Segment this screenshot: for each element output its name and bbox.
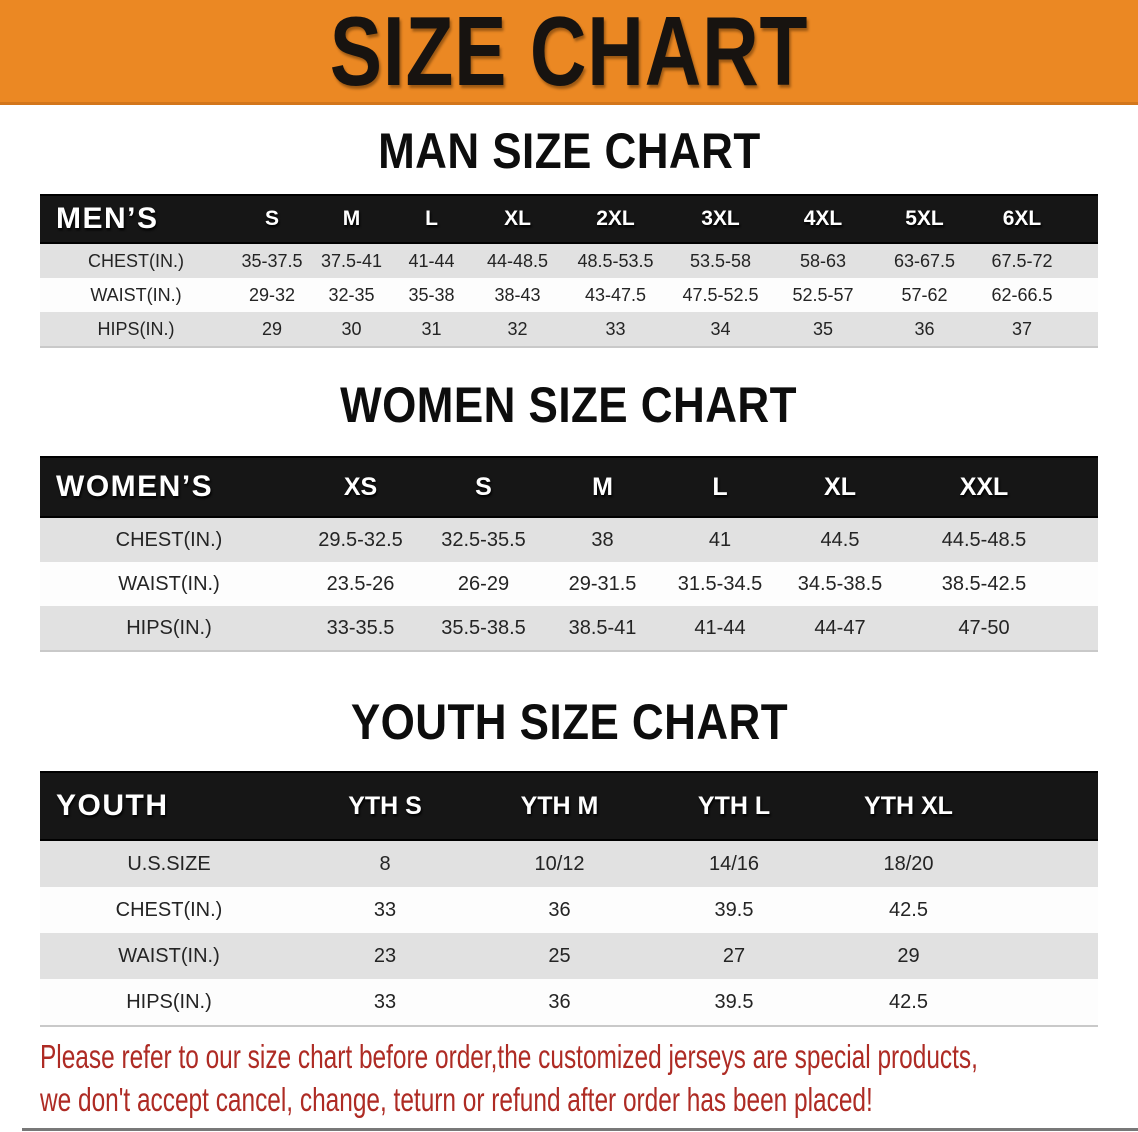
- size-value-cell: 29.5-32.5: [298, 517, 423, 562]
- spacer-cell: [1067, 457, 1098, 517]
- size-value-cell: 14/16: [647, 840, 821, 887]
- size-column-header: S: [232, 195, 312, 243]
- size-value-cell: 23.5-26: [298, 562, 423, 606]
- section-title-text: YOUTH SIZE CHART: [350, 694, 788, 750]
- size-value-cell: 29-31.5: [544, 562, 661, 606]
- size-column-header: L: [661, 457, 779, 517]
- size-value-cell: 26-29: [423, 562, 544, 606]
- size-value-cell: 35-37.5: [232, 243, 312, 278]
- row-label: HIPS(IN.): [40, 979, 298, 1026]
- size-column-header: YTH S: [298, 772, 472, 840]
- spacer-cell: [1068, 243, 1098, 278]
- section-title-text: WOMEN SIZE CHART: [340, 377, 798, 433]
- table-row: [40, 278, 1098, 312]
- size-value-cell: 29-32: [232, 278, 312, 312]
- size-value-cell: 35-38: [391, 278, 472, 312]
- size-value-cell: 31.5-34.5: [661, 562, 779, 606]
- size-value-cell: 38-43: [472, 278, 563, 312]
- table-header-label: MEN’S: [40, 195, 232, 243]
- spacer-cell: [996, 979, 1098, 1026]
- size-value-cell: 35.5-38.5: [423, 606, 544, 651]
- size-value-cell: 39.5: [647, 979, 821, 1026]
- size-value-cell: 44-48.5: [472, 243, 563, 278]
- size-value-cell: 38: [544, 517, 661, 562]
- row-label: U.S.SIZE: [40, 840, 298, 887]
- size-value-cell: 52.5-57: [773, 278, 873, 312]
- size-value-cell: 34.5-38.5: [779, 562, 901, 606]
- table-row: [40, 887, 1098, 933]
- man-section-title: [0, 123, 1138, 179]
- size-value-cell: 18/20: [821, 840, 996, 887]
- size-value-cell: 37.5-41: [312, 243, 391, 278]
- size-column-header: YTH L: [647, 772, 821, 840]
- size-chart-banner: [0, 0, 1138, 105]
- disclaimer-line-1: Please refer to our size chart before order,the customized jerseys are special products,: [40, 1038, 978, 1075]
- row-label: WAIST(IN.): [40, 933, 298, 979]
- spacer-cell: [1068, 312, 1098, 347]
- spacer-cell: [996, 887, 1098, 933]
- row-label: CHEST(IN.): [40, 517, 298, 562]
- size-value-cell: 58-63: [773, 243, 873, 278]
- size-column-header: 3XL: [668, 195, 773, 243]
- size-column-header: M: [312, 195, 391, 243]
- size-value-cell: 47-50: [901, 606, 1067, 651]
- size-value-cell: 36: [472, 887, 647, 933]
- size-value-cell: 33: [563, 312, 668, 347]
- size-value-cell: 42.5: [821, 887, 996, 933]
- size-value-cell: 41-44: [391, 243, 472, 278]
- women-section-title: [0, 377, 1138, 433]
- size-value-cell: 38.5-42.5: [901, 562, 1067, 606]
- spacer-cell: [1067, 562, 1098, 606]
- size-value-cell: 67.5-72: [976, 243, 1068, 278]
- size-value-cell: 32-35: [312, 278, 391, 312]
- table-row: [40, 933, 1098, 979]
- banner-title: SIZE CHART: [329, 0, 809, 106]
- table-row: [40, 312, 1098, 347]
- size-value-cell: 23: [298, 933, 472, 979]
- size-column-header: XL: [472, 195, 563, 243]
- size-value-cell: 33-35.5: [298, 606, 423, 651]
- size-column-header: YTH M: [472, 772, 647, 840]
- disclaimer-line-2: we don't accept cancel, change, teturn or refund after order has been placed!: [40, 1081, 873, 1118]
- size-value-cell: 57-62: [873, 278, 976, 312]
- size-value-cell: 10/12: [472, 840, 647, 887]
- youth-section-title: [0, 694, 1138, 750]
- size-value-cell: 44.5-48.5: [901, 517, 1067, 562]
- size-value-cell: 41-44: [661, 606, 779, 651]
- size-column-header: S: [423, 457, 544, 517]
- womens-size-table: [40, 456, 1098, 652]
- size-column-header: XXL: [901, 457, 1067, 517]
- size-value-cell: 25: [472, 933, 647, 979]
- table-row: [40, 517, 1098, 562]
- size-column-header: 4XL: [773, 195, 873, 243]
- size-column-header: XS: [298, 457, 423, 517]
- spacer-cell: [1067, 517, 1098, 562]
- size-value-cell: 62-66.5: [976, 278, 1068, 312]
- size-value-cell: 35: [773, 312, 873, 347]
- size-column-header: 5XL: [873, 195, 976, 243]
- table-header-label: WOMEN’S: [40, 457, 298, 517]
- size-column-header: 2XL: [563, 195, 668, 243]
- size-value-cell: 39.5: [647, 887, 821, 933]
- size-value-cell: 32: [472, 312, 563, 347]
- spacer-cell: [1068, 195, 1098, 243]
- spacer-cell: [996, 933, 1098, 979]
- size-value-cell: 36: [873, 312, 976, 347]
- size-value-cell: 41: [661, 517, 779, 562]
- size-column-header: M: [544, 457, 661, 517]
- table-header-row: [40, 457, 1098, 517]
- size-value-cell: 48.5-53.5: [563, 243, 668, 278]
- size-value-cell: 31: [391, 312, 472, 347]
- size-value-cell: 33: [298, 887, 472, 933]
- size-value-cell: 29: [821, 933, 996, 979]
- size-value-cell: 43-47.5: [563, 278, 668, 312]
- size-column-header: YTH XL: [821, 772, 996, 840]
- row-label: CHEST(IN.): [40, 887, 298, 933]
- spacer-cell: [1068, 278, 1098, 312]
- table-row: [40, 243, 1098, 278]
- size-value-cell: 8: [298, 840, 472, 887]
- spacer-cell: [996, 772, 1098, 840]
- size-value-cell: 53.5-58: [668, 243, 773, 278]
- size-column-header: XL: [779, 457, 901, 517]
- size-column-header: 6XL: [976, 195, 1068, 243]
- size-value-cell: 44-47: [779, 606, 901, 651]
- size-value-cell: 29: [232, 312, 312, 347]
- size-value-cell: 32.5-35.5: [423, 517, 544, 562]
- table-row: [40, 979, 1098, 1026]
- row-label: WAIST(IN.): [40, 562, 298, 606]
- youth-size-table: [40, 771, 1098, 1027]
- spacer-cell: [1067, 606, 1098, 651]
- disclaimer-text: [40, 1037, 1138, 1120]
- row-label: HIPS(IN.): [40, 606, 298, 651]
- table-header-label: YOUTH: [40, 772, 298, 840]
- table-header-row: [40, 772, 1098, 840]
- size-value-cell: 30: [312, 312, 391, 347]
- size-value-cell: 38.5-41: [544, 606, 661, 651]
- table-row: [40, 840, 1098, 887]
- table-header-row: [40, 195, 1098, 243]
- row-label: CHEST(IN.): [40, 243, 232, 278]
- size-value-cell: 36: [472, 979, 647, 1026]
- size-column-header: L: [391, 195, 472, 243]
- size-value-cell: 27: [647, 933, 821, 979]
- bottom-edge-line: [22, 1128, 1138, 1131]
- row-label: WAIST(IN.): [40, 278, 232, 312]
- size-value-cell: 34: [668, 312, 773, 347]
- section-title-text: MAN SIZE CHART: [377, 123, 761, 179]
- size-value-cell: 44.5: [779, 517, 901, 562]
- table-row: [40, 606, 1098, 651]
- size-value-cell: 42.5: [821, 979, 996, 1026]
- row-label: HIPS(IN.): [40, 312, 232, 347]
- table-row: [40, 562, 1098, 606]
- size-value-cell: 47.5-52.5: [668, 278, 773, 312]
- size-value-cell: 33: [298, 979, 472, 1026]
- size-value-cell: 63-67.5: [873, 243, 976, 278]
- size-value-cell: 37: [976, 312, 1068, 347]
- spacer-cell: [996, 840, 1098, 887]
- mens-size-table: [40, 194, 1098, 348]
